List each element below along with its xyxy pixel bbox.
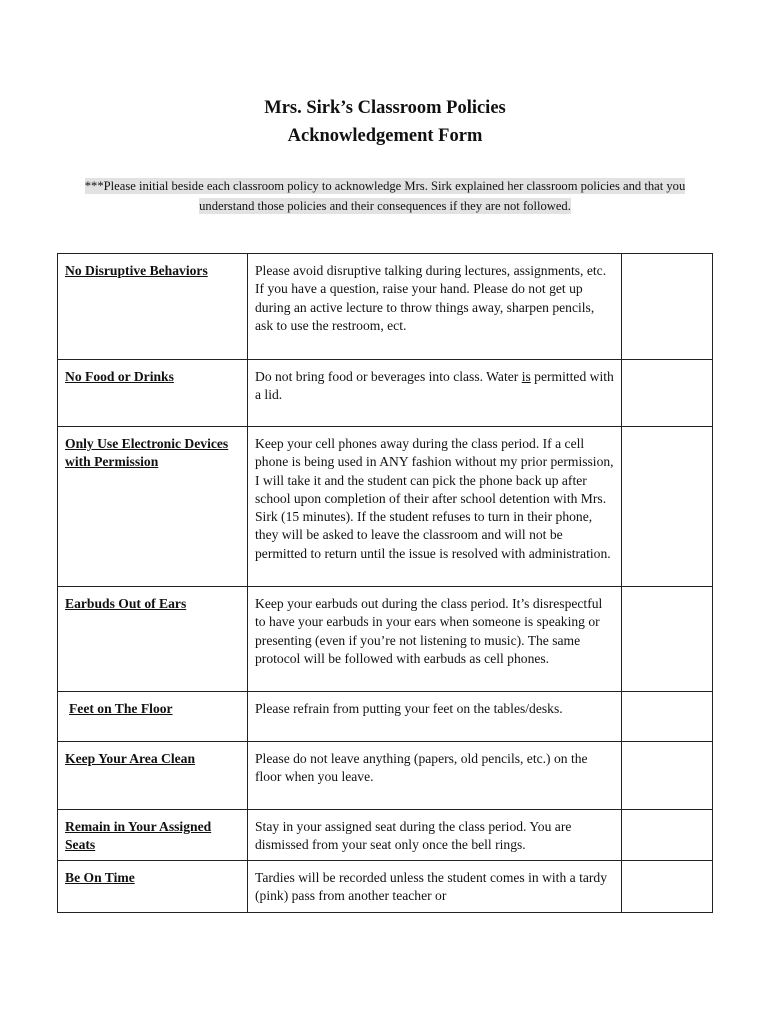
policy-name: Keep Your Area Clean <box>58 742 248 810</box>
initial-box[interactable] <box>622 692 713 742</box>
policy-row <box>58 360 713 427</box>
policy-description: Tardies will be recorded unless the student comes in with a tardy (pink) pass from another teacher or <box>248 861 622 913</box>
initial-box[interactable] <box>622 427 713 587</box>
policy-description: Keep your earbuds out during the class period. It’s disrespectful to have your earbuds in your ears when someone is speaking or presenting (even if you’re not listening to music). The same protocol will be followed with earbuds as cell phones. <box>248 587 622 692</box>
instructions-text: ***Please initial beside each classroom policy to acknowledge Mrs. Sirk explained her classroom policies and that you understand those policies and their consequences if they are not followed. <box>84 179 686 213</box>
policy-description: Please refrain from putting your feet on the tables/desks. <box>248 692 622 742</box>
policy-row <box>58 810 713 861</box>
policy-name: Only Use Electronic Devices with Permission <box>58 427 248 587</box>
policy-name: Earbuds Out of Ears <box>58 587 248 692</box>
emphasis-is: is <box>521 369 531 384</box>
title-line-2: Acknowledgement Form <box>287 126 483 146</box>
policy-description: Please avoid disruptive talking during lectures, assignments, etc. If you have a question, raise your hand. Please do not get up during an active lecture to throw things away, sharpen pencils, ask to use the restroom, ect. <box>248 254 622 360</box>
title-line-1: Mrs. Sirk’s Classroom Policies <box>264 98 506 118</box>
policy-row <box>58 427 713 587</box>
policy-description: Please do not leave anything (papers, old pencils, etc.) on the floor when you leave. <box>248 742 622 810</box>
policy-name: No Food or Drinks <box>58 360 248 427</box>
policy-description: Stay in your assigned seat during the class period. You are dismissed from your seat only once the bell rings. <box>248 810 622 861</box>
policy-row <box>58 254 713 360</box>
policy-row <box>58 861 713 913</box>
policy-description: Do not bring food or beverages into class. Water is permitted with a lid. <box>248 360 622 427</box>
initial-box[interactable] <box>622 254 713 360</box>
form-title <box>0 94 770 150</box>
policy-name: Be On Time <box>58 861 248 913</box>
policy-row <box>58 692 713 742</box>
initial-box[interactable] <box>622 810 713 861</box>
instructions-note <box>60 176 710 216</box>
initial-box[interactable] <box>622 360 713 427</box>
initial-box[interactable] <box>622 587 713 692</box>
initial-box[interactable] <box>622 742 713 810</box>
policy-name: Remain in Your Assigned Seats <box>58 810 248 861</box>
policy-row <box>58 587 713 692</box>
initial-box[interactable] <box>622 861 713 913</box>
policies-table <box>57 253 713 913</box>
policy-name: No Disruptive Behaviors <box>58 254 248 360</box>
policy-row <box>58 742 713 810</box>
policy-name: Feet on The Floor <box>58 692 248 742</box>
policy-description: Keep your cell phones away during the class period. If a cell phone is being used in ANY fashion without my prior permission, I will take it and the student can pick the phone back up after school upon completion of their after school detention with Mrs. Sirk (15 minutes). If the student refuses to turn in their phone, they will be asked to leave the classroom and will not be permitted to return until the issue is resolved with administration. <box>248 427 622 587</box>
